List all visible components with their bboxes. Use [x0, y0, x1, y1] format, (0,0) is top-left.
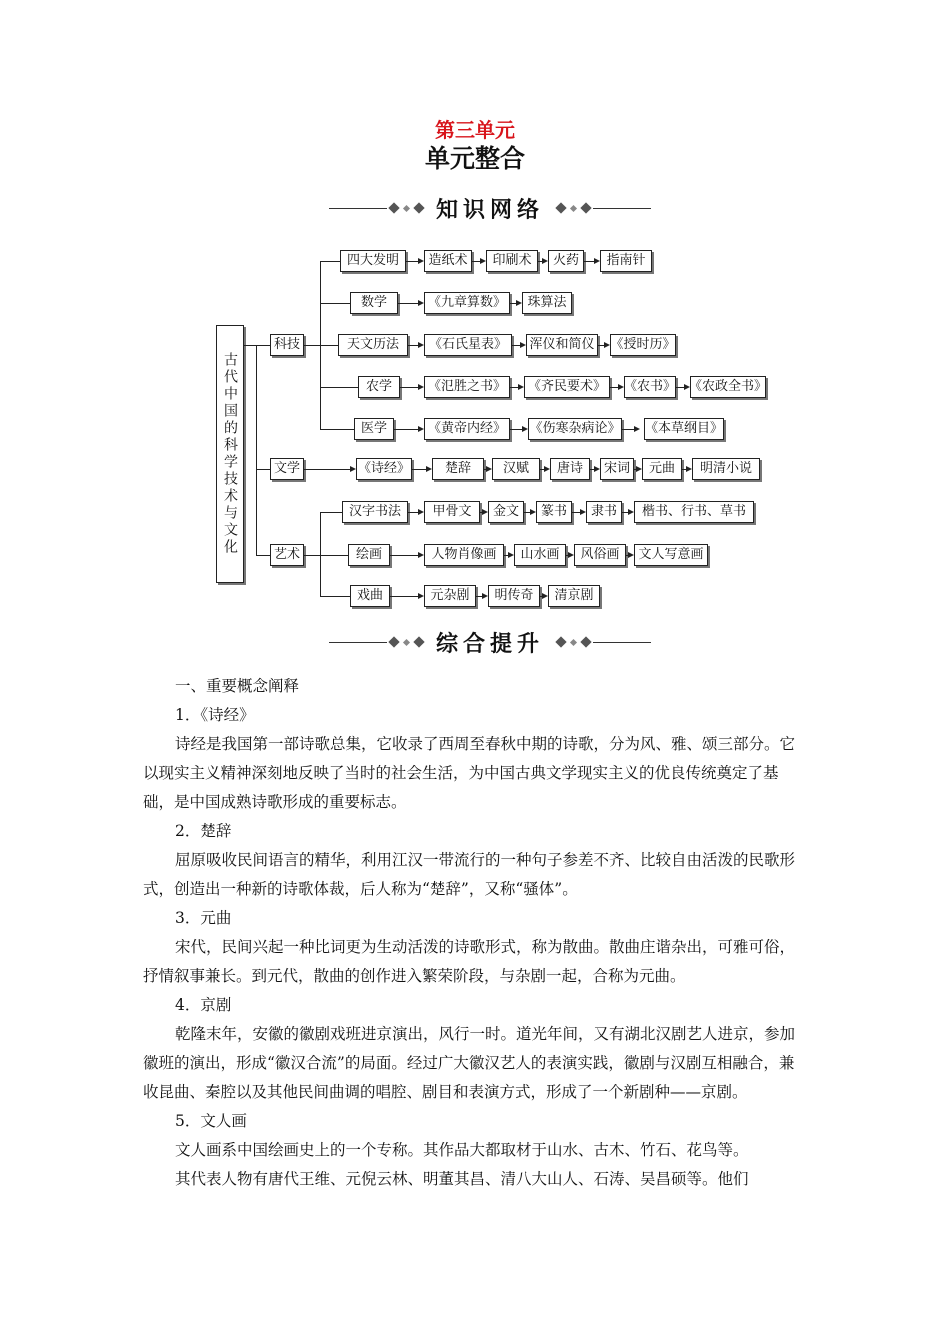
- node-zaozhi: 造纸术: [424, 250, 472, 272]
- branch-wenxue: 文学: [270, 458, 304, 480]
- node-mingqing: 明清小说: [692, 458, 760, 480]
- page-title: 单元整合: [424, 144, 525, 173]
- item-heading: 4．京剧: [175, 996, 232, 1014]
- node-nongxue: 农学: [358, 376, 400, 398]
- unit-label: 第三单元: [435, 118, 515, 142]
- item-paragraph: 文人画系中国绘画史上的一个专称。其作品大都取材于山水、古木、竹石、花鸟等。: [175, 1141, 749, 1159]
- root-node: 古代中国的科学技术与文化: [216, 325, 244, 583]
- node-lishu: 隶书: [586, 501, 622, 523]
- node-shanghan: 《伤寒杂病论》: [528, 418, 622, 440]
- node-yixue: 医学: [354, 418, 394, 440]
- node-shishi: 《石氏星表》: [424, 334, 512, 356]
- item-paragraph: 宋代，民间兴起一种比词更为生动活泼的诗歌形式，称为散曲。散曲庄谐杂出，可雅可俗，抒情叙事兼长。到元代，散曲的创作进入繁荣阶段，与杂剧一起，合称为元曲。: [143, 938, 796, 985]
- arrow-line: [304, 469, 350, 470]
- node-sida: 四大发明: [340, 250, 406, 272]
- connector: [320, 345, 338, 346]
- node-mingchuanqi: 明传奇: [488, 585, 540, 607]
- node-chuci: 楚辞: [432, 458, 484, 480]
- node-huoyao: 火药: [548, 250, 584, 272]
- node-wenren: 文人写意画: [634, 544, 708, 566]
- node-songci: 宋词: [600, 458, 634, 480]
- banner-summary: [312, 624, 668, 660]
- arrow-line: [400, 387, 420, 388]
- node-shanshui: 山水画: [514, 544, 566, 566]
- node-nongzheng: 《农政全书》: [690, 376, 766, 398]
- arrow-line: [398, 303, 420, 304]
- node-yuanqu: 元曲: [642, 458, 682, 480]
- node-hanfu: 汉赋: [492, 458, 540, 480]
- connector: [320, 512, 321, 596]
- connector: [320, 261, 340, 262]
- node-yinshua: 印刷术: [486, 250, 538, 272]
- node-zhuanshu: 篆书: [536, 501, 572, 523]
- branch-keji: 科技: [270, 334, 304, 356]
- banner-title: 知识网络: [435, 197, 544, 223]
- banner-left-ornament: [329, 638, 426, 646]
- node-zhusuan: 珠算法: [522, 292, 572, 314]
- connector: [320, 555, 348, 556]
- item-heading: 2．楚辞: [175, 822, 232, 840]
- arrow-line: [394, 429, 420, 430]
- item-paragraph: 乾隆末年，安徽的徽剧戏班进京演出，风行一时。道光年间，又有湖北汉剧艺人进京，参加徽班的演出，形成“徽汉合流”的局面。经过广大徽汉艺人的表演实践，徽剧与汉剧互相融合，兼收昆曲、秦腔以及其他民间曲调的唱腔、剧目和表演方式，形成了一个新剧种——京剧。: [143, 1025, 796, 1101]
- connector: [320, 512, 342, 513]
- node-bencao: 《本草纲目》: [644, 418, 724, 440]
- node-shoushi: 《授时历》: [610, 334, 676, 356]
- item-heading: 5．文人画: [175, 1112, 247, 1130]
- arrow-head: [634, 426, 640, 432]
- node-xiqu: 戏曲: [350, 585, 390, 607]
- item-heading: 1．《诗经》: [175, 706, 255, 724]
- connector: [320, 429, 354, 430]
- node-shufa: 汉字书法: [342, 501, 408, 523]
- node-shijing: 《诗经》: [356, 458, 412, 480]
- connector: [256, 345, 270, 346]
- connector: [320, 596, 350, 597]
- node-qingjingju: 清京剧: [548, 585, 600, 607]
- item-paragraph: 屈原吸收民间语言的精华，利用江汉一带流行的一种句子参差不齐、比较自由活泼的民歌形式，创造出一种新的诗歌体裁，后人称为“楚辞”，又称“骚体”。: [143, 851, 796, 898]
- connector: [320, 303, 350, 304]
- knowledge-diagram: [0, 0, 950, 620]
- banner-right-ornament: [554, 638, 651, 646]
- item-heading: 3．元曲: [175, 909, 232, 927]
- connector: [256, 469, 270, 470]
- item-paragraph: 诗经是我国第一部诗歌总集，它收录了西周至春秋中期的诗歌，分为风、雅、颂三部分。它以现实主义精神深刻地反映了当时的社会生活，为中国古典文学现实主义的优良传统奠定了基础，是中国成熟诗歌形成的重要标志。: [143, 735, 796, 811]
- node-nongshu: 《农书》: [624, 376, 676, 398]
- node-renwu: 人物肖像画: [424, 544, 504, 566]
- item-paragraph: 其代表人物有唐代王维、元倪云林、明董其昌、清八大山人、石涛、吴昌硕等。他们: [175, 1170, 749, 1188]
- banner-title: 综合提升: [435, 631, 544, 657]
- node-huangdi: 《黄帝内经》: [424, 418, 510, 440]
- connector: [244, 345, 256, 346]
- connector: [256, 555, 270, 556]
- node-jinwen: 金文: [488, 501, 524, 523]
- node-tianwen: 天文历法: [338, 334, 408, 356]
- node-qimin: 《齐民要术》: [524, 376, 610, 398]
- node-hunyi: 浑仪和简仪: [526, 334, 598, 356]
- connector: [256, 345, 257, 555]
- arrow-line: [390, 555, 420, 556]
- node-shuxue: 数学: [350, 292, 398, 314]
- node-kaishu: 楷书、行书、草书: [634, 501, 754, 523]
- node-huihua: 绘画: [348, 544, 390, 566]
- node-yuanzaju: 元杂剧: [424, 585, 476, 607]
- arrow-line: [390, 596, 420, 597]
- node-jiuzhang: 《九章算数》: [424, 292, 510, 314]
- body-text: [143, 672, 807, 1194]
- node-zhinanzhen: 指南针: [600, 250, 652, 272]
- connector: [304, 555, 320, 556]
- branch-yishu: 艺术: [270, 544, 304, 566]
- connector: [320, 387, 358, 388]
- node-fengsu: 风俗画: [574, 544, 626, 566]
- connector: [304, 345, 320, 346]
- section-heading: 一、重要概念阐释: [175, 677, 300, 695]
- node-jiaguwen: 甲骨文: [424, 501, 480, 523]
- node-tangshi: 唐诗: [550, 458, 590, 480]
- node-fansheng: 《氾胜之书》: [424, 376, 510, 398]
